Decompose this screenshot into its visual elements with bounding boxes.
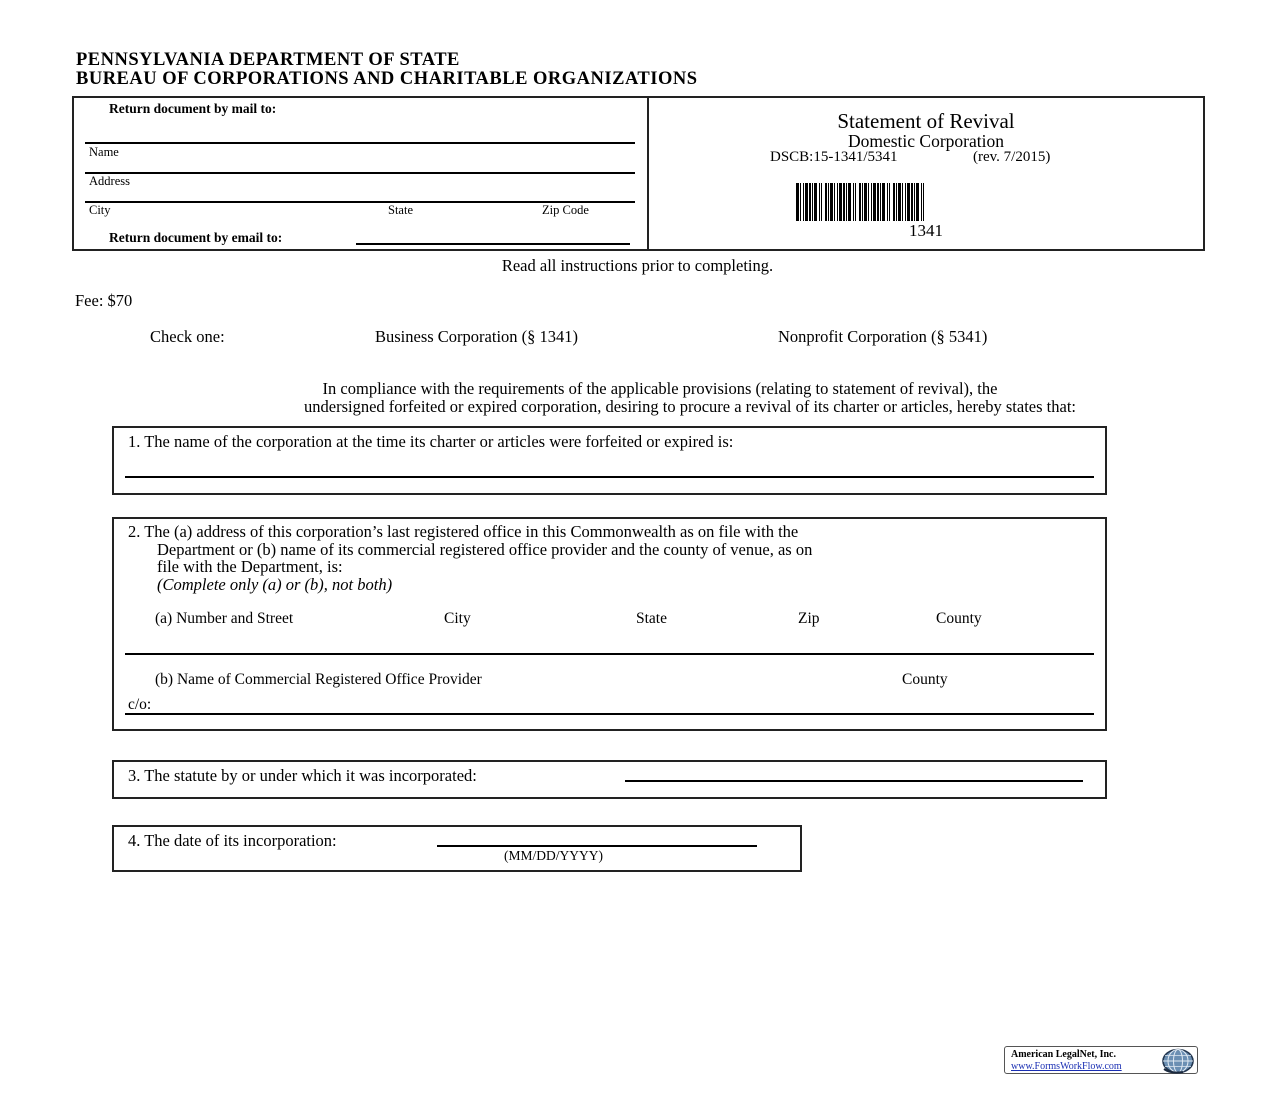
american-legalnet-logo (1004, 1046, 1198, 1074)
logo-company: American LegalNet, Inc. (1011, 1049, 1116, 1060)
name-line[interactable] (85, 142, 635, 144)
barcode-bar (828, 183, 829, 221)
form-subtitle: Domestic Corporation (847, 131, 1004, 151)
barcode-bar (896, 183, 897, 221)
barcode-bar (887, 183, 888, 221)
corporation-name-line[interactable] (125, 476, 1094, 478)
barcode-bar (882, 183, 885, 221)
barcode-bar (819, 183, 820, 221)
nonprofit-corporation-option[interactable]: Nonprofit Corporation (§ 5341) (778, 327, 988, 346)
barcode-bar (868, 183, 869, 221)
barcode-bar (871, 183, 872, 221)
zip-label-2: Zip (798, 610, 820, 627)
fee-text: Fee: $70 (75, 291, 133, 310)
check-one-label: Check one: (150, 327, 225, 346)
form-revision: (rev. 7/2015) (973, 149, 1051, 165)
state-label-2: State (636, 610, 667, 627)
provider-line[interactable] (125, 713, 1094, 715)
email-line[interactable] (356, 243, 630, 245)
barcode-bar (859, 183, 861, 221)
care-of-label: c/o: (128, 696, 152, 713)
barcode-bar (862, 183, 863, 221)
city-label: City (89, 203, 111, 217)
barcode-bar (805, 183, 808, 221)
barcode-bar (812, 183, 813, 221)
business-corporation-option[interactable]: Business Corporation (§ 1341) (375, 327, 579, 346)
item2-line-3: file with the Department, is: (157, 557, 343, 576)
barcode-bar (837, 183, 838, 221)
barcode-bar (907, 183, 910, 221)
barcode-bar (814, 183, 817, 221)
barcode-bar (905, 183, 906, 221)
barcode-bar (796, 183, 799, 221)
date-format-hint: (MM/DD/YYYY) (504, 848, 603, 863)
item2-note: (Complete only (a) or (b), not both) (157, 575, 393, 594)
form-id: DSCB:15-1341/5341 (770, 149, 898, 165)
barcode-bar (803, 183, 804, 221)
name-label: Name (89, 145, 119, 159)
zip-code-label: Zip Code (542, 203, 589, 217)
barcode-bar (846, 183, 847, 221)
barcode-bar (864, 183, 867, 221)
barcode-bar (821, 183, 822, 221)
barcode-bar (923, 183, 924, 221)
county-label-b: County (902, 671, 948, 688)
barcode-bar (873, 183, 876, 221)
return-mail-label: Return document by mail to: (109, 101, 277, 116)
address-label: Address (89, 174, 130, 188)
street-label: (a) Number and Street (155, 610, 294, 627)
barcode-bar (911, 183, 913, 221)
barcode-bar (916, 183, 919, 221)
globe-icon (1161, 1048, 1195, 1074)
intro-line-1: In compliance with the requirements of the applicable provisions (relating to statement of revival), the (322, 379, 998, 398)
bureau-title: BUREAU OF CORPORATIONS AND CHARITABLE ORGANIZATIONS (76, 69, 698, 89)
statute-line[interactable] (625, 780, 1083, 782)
barcode-bar (830, 183, 833, 221)
intro-line-2: undersigned forfeited or expired corporation, desiring to procure a revival of its charter or articles, hereby states that: (304, 397, 1076, 416)
barcode-bar (914, 183, 915, 221)
item3-text: 3. The statute by or under which it was incorporated: (128, 766, 477, 785)
barcode-bar (877, 183, 879, 221)
barcode-bar (855, 183, 856, 221)
barcode-bar (853, 183, 854, 221)
logo-url[interactable]: www.FormsWorkFlow.com (1011, 1061, 1122, 1072)
city-label-2: City (444, 610, 471, 627)
barcode-bar (902, 183, 903, 221)
barcode-bar (839, 183, 842, 221)
address-line[interactable] (85, 172, 635, 174)
barcode-bar (834, 183, 835, 221)
form-title: Statement of Revival (837, 109, 1015, 133)
incorporation-date-line[interactable] (437, 845, 757, 847)
provider-label: (b) Name of Commercial Registered Office Provider (155, 671, 482, 688)
barcode-number: 1341 (909, 221, 943, 240)
item2-line-2: Department or (b) name of its commercial registered office provider and the county of venue, as on (157, 540, 813, 559)
barcode-bar (889, 183, 890, 221)
barcode-bar (848, 183, 851, 221)
state-label: State (388, 203, 413, 217)
barcode-bar (809, 183, 811, 221)
barcode-bar (893, 183, 895, 221)
barcode-bar (843, 183, 845, 221)
item2-line-1: 2. The (a) address of this corporation’s last registered office in this Commonwealth as on file with the (128, 522, 799, 541)
barcode-bar (921, 183, 922, 221)
barcode-bar (880, 183, 881, 221)
barcode (796, 183, 1056, 221)
department-title: PENNSYLVANIA DEPARTMENT OF STATE (76, 50, 460, 70)
county-label-a: County (936, 610, 982, 627)
item1-text: 1. The name of the corporation at the time its charter or articles were forfeited or expired is: (128, 432, 734, 451)
barcode-bar (800, 183, 801, 221)
item4-text: 4. The date of its incorporation: (128, 831, 337, 850)
instructions-text: Read all instructions prior to completing. (501, 256, 774, 275)
barcode-bar (898, 183, 901, 221)
return-email-label: Return document by email to: (109, 230, 283, 245)
barcode-bar (825, 183, 827, 221)
registered-address-line[interactable] (125, 653, 1094, 655)
